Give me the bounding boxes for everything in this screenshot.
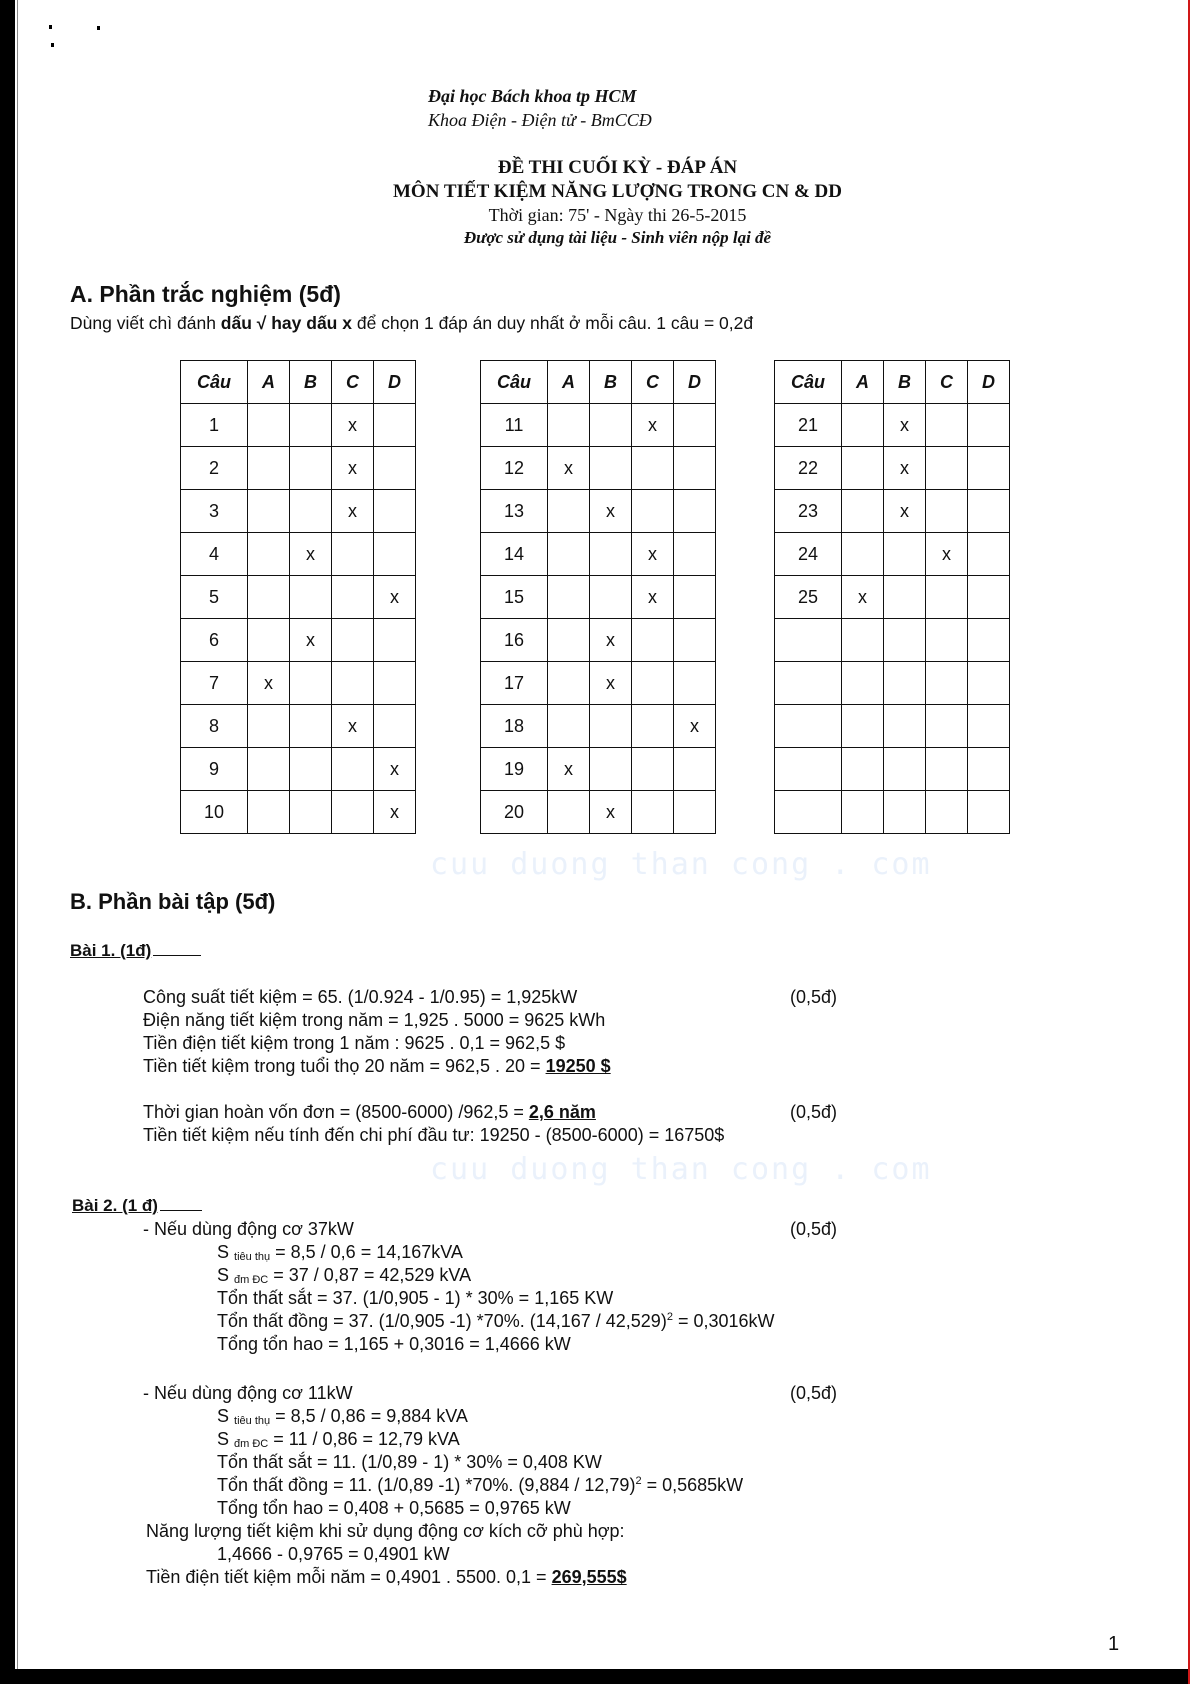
answer-cell-a xyxy=(248,533,290,576)
scan-edge-bottom xyxy=(0,1669,1190,1684)
answer-cell-b xyxy=(590,447,632,490)
bai1-line-5-text: Thời gian hoàn vốn đơn = (8500-6000) /962,5 = xyxy=(143,1102,529,1122)
answer-mark: x xyxy=(290,619,332,662)
answer-cell-d xyxy=(674,619,716,662)
answer-cell-a xyxy=(548,490,590,533)
bai2-case1-s-rated xyxy=(217,1265,471,1286)
bai2-money-result: 269,555$ xyxy=(551,1567,627,1587)
answer-cell-b xyxy=(590,533,632,576)
bai2-case2-total-loss: Tổng tổn hao = 0,408 + 0,5685 = 0,9765 kW xyxy=(217,1498,571,1518)
answer-cell-c xyxy=(332,748,374,791)
answer-mark: x xyxy=(374,748,416,791)
answer-row xyxy=(181,791,416,834)
answer-cell-a xyxy=(548,662,590,705)
answer-cell-b xyxy=(884,533,926,576)
answer-row xyxy=(181,748,416,791)
answer-mark: x xyxy=(332,705,374,748)
bai1-points-2: (0,5đ) xyxy=(790,1102,838,1122)
instruction-bold: dấu √ hay dấu x xyxy=(220,313,352,333)
answer-mark: x xyxy=(332,490,374,533)
bai1-line-4 xyxy=(143,1056,611,1077)
question-number: 4 xyxy=(181,533,248,576)
answer-cell-a xyxy=(548,791,590,834)
exponent: 2 xyxy=(635,1475,642,1487)
answer-table-header xyxy=(481,361,716,404)
answer-cell-c xyxy=(926,662,968,705)
answer-cell-d xyxy=(674,791,716,834)
answer-cell-c xyxy=(332,533,374,576)
bai2-case2-points: (0,5đ) xyxy=(790,1383,838,1403)
answer-row xyxy=(775,490,1010,533)
answer-cell-d xyxy=(374,705,416,748)
answer-row xyxy=(775,619,1010,662)
answer-cell-a xyxy=(842,447,884,490)
answer-cell-d xyxy=(674,447,716,490)
answer-cell-b xyxy=(290,404,332,447)
answer-cell-c xyxy=(926,576,968,619)
answer-row xyxy=(481,619,716,662)
answer-cell-c xyxy=(632,705,674,748)
column-header-option: C xyxy=(926,361,968,404)
answer-cell-c xyxy=(332,619,374,662)
scan-edge-line xyxy=(17,0,18,1684)
question-number: 14 xyxy=(481,533,548,576)
bai2-case2-iron-loss: Tổn thất sắt = 11. (1/0,89 - 1) * 30% = 0,408 KW xyxy=(217,1452,602,1472)
answer-cell-a xyxy=(548,619,590,662)
answer-cell-b xyxy=(290,748,332,791)
answer-cell-c xyxy=(926,791,968,834)
scan-speck xyxy=(97,26,100,30)
answer-row xyxy=(481,705,716,748)
answer-cell-d xyxy=(968,748,1010,791)
answer-cell-c xyxy=(926,619,968,662)
bai2-saving-calc: 1,4666 - 0,9765 = 0,4901 kW xyxy=(217,1544,450,1564)
bai1-title-text: Bài 1. (1đ) xyxy=(70,941,152,960)
answer-mark: x xyxy=(590,662,632,705)
answer-cell-a xyxy=(842,533,884,576)
answer-row xyxy=(181,662,416,705)
column-header-question: Câu xyxy=(775,361,842,404)
answer-cell-c xyxy=(926,447,968,490)
column-header-option: C xyxy=(632,361,674,404)
answer-row xyxy=(481,791,716,834)
answer-cell-a xyxy=(842,662,884,705)
answer-cell-d xyxy=(968,576,1010,619)
answer-row xyxy=(481,576,716,619)
answer-cell-d xyxy=(968,447,1010,490)
answer-mark: x xyxy=(632,404,674,447)
answer-cell-a xyxy=(548,576,590,619)
watermark: cuu duong than cong . com xyxy=(430,847,932,882)
subscript: đm ĐC xyxy=(234,1274,269,1286)
answer-cell-a xyxy=(842,404,884,447)
question-number: 23 xyxy=(775,490,842,533)
answer-cell-d xyxy=(968,404,1010,447)
answer-cell-c xyxy=(632,447,674,490)
bai2-saving-label: Năng lượng tiết kiệm khi sử dụng động cơ kích cỡ phù hợp: xyxy=(146,1521,625,1541)
answer-cell-b xyxy=(590,748,632,791)
answer-mark: x xyxy=(590,490,632,533)
answer-cell-d xyxy=(374,533,416,576)
question-number: 7 xyxy=(181,662,248,705)
formula-text: = 0,5685kW xyxy=(641,1475,744,1495)
answer-row xyxy=(775,791,1010,834)
answer-cell-a xyxy=(548,404,590,447)
section-a-heading: A. Phần trắc nghiệm (5đ) xyxy=(70,281,341,307)
column-header-option: A xyxy=(548,361,590,404)
answer-cell-a xyxy=(248,447,290,490)
section-b-heading: B. Phần bài tập (5đ) xyxy=(70,889,276,914)
answer-cell-a xyxy=(248,705,290,748)
answer-cell-c xyxy=(632,490,674,533)
question-number: 17 xyxy=(481,662,548,705)
answer-cell-b xyxy=(884,576,926,619)
bai2-case2-label: - Nếu dùng động cơ 11kW xyxy=(143,1383,353,1403)
answer-cell-d xyxy=(674,662,716,705)
answer-cell-a xyxy=(248,619,290,662)
answer-cell-d xyxy=(968,791,1010,834)
answer-cell-a xyxy=(248,748,290,791)
answer-cell-b xyxy=(290,705,332,748)
question-number: 12 xyxy=(481,447,548,490)
column-header-question: Câu xyxy=(481,361,548,404)
column-header-option: B xyxy=(590,361,632,404)
answer-mark: x xyxy=(632,533,674,576)
bai2-case2-s-rated xyxy=(217,1429,460,1450)
column-header-option: D xyxy=(674,361,716,404)
answer-cell-d xyxy=(968,662,1010,705)
formula-text: Tổn thất đồng = 37. (1/0,905 -1) *70%. (14,167 / 42,529) xyxy=(217,1311,667,1331)
answer-row xyxy=(775,404,1010,447)
answer-mark: x xyxy=(590,791,632,834)
answer-row xyxy=(181,705,416,748)
bai1-line-4-text: Tiền tiết kiệm trong tuổi thọ 20 năm = 962,5 . 20 = xyxy=(143,1056,546,1076)
answer-cell-c xyxy=(632,791,674,834)
watermark: cuu duong than cong . com xyxy=(430,1152,932,1187)
subscript: tiêu thụ xyxy=(234,1415,271,1427)
answer-row xyxy=(481,490,716,533)
bai1-line-2: Điện năng tiết kiệm trong năm = 1,925 . 5000 = 9625 kWh xyxy=(143,1010,606,1030)
question-number: 25 xyxy=(775,576,842,619)
question-number xyxy=(775,791,842,834)
answer-mark: x xyxy=(926,533,968,576)
answer-cell-c xyxy=(926,490,968,533)
question-number: 8 xyxy=(181,705,248,748)
answer-row xyxy=(775,705,1010,748)
answer-cell-a xyxy=(248,791,290,834)
s-symbol: S xyxy=(217,1429,230,1449)
answer-row xyxy=(775,576,1010,619)
bai2-title-text: Bài 2. (1 đ) xyxy=(72,1196,158,1215)
answer-table-1 xyxy=(180,360,416,834)
question-number: 13 xyxy=(481,490,548,533)
answer-cell-b xyxy=(590,404,632,447)
answer-cell-d xyxy=(674,576,716,619)
formula-text: = 8,5 / 0,6 = 14,167kVA xyxy=(270,1242,463,1262)
question-number: 19 xyxy=(481,748,548,791)
answer-cell-a xyxy=(248,490,290,533)
question-number: 16 xyxy=(481,619,548,662)
bai2-title xyxy=(72,1196,202,1216)
answer-cell-c xyxy=(332,791,374,834)
answer-mark: x xyxy=(884,404,926,447)
s-symbol: S xyxy=(217,1242,230,1262)
question-number xyxy=(775,662,842,705)
answer-cell-d xyxy=(374,447,416,490)
answer-cell-c xyxy=(926,705,968,748)
answer-cell-d xyxy=(674,490,716,533)
answer-cell-d xyxy=(968,705,1010,748)
answer-mark: x xyxy=(884,447,926,490)
question-number xyxy=(775,705,842,748)
bai1-line-1: Công suất tiết kiệm = 65. (1/0.924 - 1/0.95) = 1,925kW xyxy=(143,987,578,1007)
answer-cell-c xyxy=(926,748,968,791)
bai1-line-3: Tiền điện tiết kiệm trong 1 năm : 9625 . 0,1 = 962,5 $ xyxy=(143,1033,566,1053)
answer-cell-c xyxy=(632,662,674,705)
column-header-option: B xyxy=(290,361,332,404)
answer-cell-d xyxy=(674,748,716,791)
answer-cell-a xyxy=(842,791,884,834)
answer-cell-b xyxy=(884,662,926,705)
s-symbol: S xyxy=(217,1265,230,1285)
answer-cell-a xyxy=(548,705,590,748)
instruction-text: để chọn 1 đáp án duy nhất ở mỗi câu. 1 câu = 0,2đ xyxy=(351,313,754,333)
question-number: 11 xyxy=(481,404,548,447)
answer-cell-d xyxy=(374,404,416,447)
answer-cell-a xyxy=(842,705,884,748)
question-number xyxy=(775,619,842,662)
answer-cell-c xyxy=(926,404,968,447)
instruction-text: Dùng viết chì đánh xyxy=(70,313,221,333)
question-number: 22 xyxy=(775,447,842,490)
scan-speck xyxy=(51,43,54,47)
answer-cell-d xyxy=(374,490,416,533)
title-underline xyxy=(153,955,201,956)
bai2-case2-s-consumed xyxy=(217,1406,468,1427)
answer-cell-b xyxy=(290,662,332,705)
answer-table-header xyxy=(775,361,1010,404)
answer-cell-a xyxy=(548,533,590,576)
answer-row xyxy=(181,404,416,447)
answer-row xyxy=(775,447,1010,490)
answer-cell-c xyxy=(632,619,674,662)
formula-text: Tiền điện tiết kiệm mỗi năm = 0,4901 . 5500. 0,1 = xyxy=(146,1567,552,1587)
formula-text: = 11 / 0,86 = 12,79 kVA xyxy=(268,1429,460,1449)
answer-cell-d xyxy=(968,490,1010,533)
bai1-lifetime-saving-result: 19250 $ xyxy=(545,1056,611,1076)
question-number: 24 xyxy=(775,533,842,576)
answer-cell-b xyxy=(290,791,332,834)
question-number: 10 xyxy=(181,791,248,834)
answer-row xyxy=(775,533,1010,576)
answer-mark: x xyxy=(374,576,416,619)
scan-speck xyxy=(49,25,52,29)
answer-row xyxy=(481,404,716,447)
answer-row xyxy=(481,447,716,490)
title-underline xyxy=(160,1210,202,1211)
answer-cell-a xyxy=(842,619,884,662)
answer-cell-d xyxy=(674,404,716,447)
question-number: 3 xyxy=(181,490,248,533)
exam-note: Được sử dụng tài liệu - Sinh viên nộp lại đề xyxy=(463,228,772,247)
question-number: 15 xyxy=(481,576,548,619)
answer-cell-b xyxy=(590,576,632,619)
answer-cell-a xyxy=(842,748,884,791)
answer-mark: x xyxy=(332,447,374,490)
answer-mark: x xyxy=(248,662,290,705)
bai2-case1-total-loss: Tổng tổn hao = 1,165 + 0,3016 = 1,4666 kW xyxy=(217,1334,571,1354)
answer-row xyxy=(481,748,716,791)
page-number: 1 xyxy=(1108,1633,1120,1655)
answer-cell-b xyxy=(590,705,632,748)
answer-table-header xyxy=(181,361,416,404)
answer-mark: x xyxy=(884,490,926,533)
faculty-name: Khoa Điện - Điện tử - BmCCĐ xyxy=(428,110,652,130)
answer-cell-d xyxy=(374,619,416,662)
answer-mark: x xyxy=(290,533,332,576)
university-name: Đại học Bách khoa tp HCM xyxy=(428,86,637,106)
s-symbol: S xyxy=(217,1406,230,1426)
column-header-option: A xyxy=(248,361,290,404)
bai1-title xyxy=(70,941,201,961)
answer-cell-a xyxy=(248,404,290,447)
column-header-question: Câu xyxy=(181,361,248,404)
answer-mark: x xyxy=(332,404,374,447)
question-number: 21 xyxy=(775,404,842,447)
bai2-case2-copper-loss xyxy=(217,1475,743,1496)
answer-table-3 xyxy=(774,360,1010,834)
answer-row xyxy=(775,662,1010,705)
answer-cell-b xyxy=(884,748,926,791)
bai1-line-6: Tiền tiết kiệm nếu tính đến chi phí đầu tư: 19250 - (8500-6000) = 16750$ xyxy=(143,1125,725,1145)
bai2-case1-iron-loss: Tổn thất sắt = 37. (1/0,905 - 1) * 30% = 1,165 KW xyxy=(217,1288,614,1308)
column-header-option: C xyxy=(332,361,374,404)
subscript: đm ĐC xyxy=(234,1438,269,1450)
question-number: 6 xyxy=(181,619,248,662)
answer-mark: x xyxy=(548,447,590,490)
answer-row xyxy=(481,533,716,576)
answer-mark: x xyxy=(842,576,884,619)
answer-cell-b xyxy=(884,791,926,834)
answer-row xyxy=(181,619,416,662)
column-header-option: D xyxy=(374,361,416,404)
answer-cell-d xyxy=(968,533,1010,576)
answer-cell-b xyxy=(884,705,926,748)
answer-table-2 xyxy=(480,360,716,834)
answer-cell-a xyxy=(842,490,884,533)
formula-text: = 37 / 0,87 = 42,529 kVA xyxy=(268,1265,472,1285)
bai2-case1-copper-loss xyxy=(217,1311,775,1332)
answer-cell-d xyxy=(374,662,416,705)
answer-cell-c xyxy=(332,576,374,619)
bai1-line-5 xyxy=(143,1102,596,1123)
answer-mark: x xyxy=(374,791,416,834)
question-number xyxy=(775,748,842,791)
exam-title: ĐỀ THI CUỐI KỲ - ĐÁP ÁN xyxy=(497,157,738,178)
question-number: 1 xyxy=(181,404,248,447)
answer-cell-a xyxy=(248,576,290,619)
answer-row xyxy=(181,576,416,619)
question-number: 5 xyxy=(181,576,248,619)
answer-cell-c xyxy=(332,662,374,705)
column-header-option: D xyxy=(968,361,1010,404)
answer-cell-b xyxy=(884,619,926,662)
answer-row xyxy=(775,748,1010,791)
answer-cell-b xyxy=(290,576,332,619)
answer-row xyxy=(181,447,416,490)
formula-text: Tổn thất đồng = 11. (1/0,89 -1) *70%. (9,884 / 12,79) xyxy=(217,1475,636,1495)
bai2-case1-s-consumed xyxy=(217,1242,463,1263)
bai2-money-saving xyxy=(146,1567,627,1588)
answer-cell-d xyxy=(968,619,1010,662)
scan-edge-left xyxy=(0,0,15,1684)
answer-row xyxy=(181,490,416,533)
bai1-payback-result: 2,6 năm xyxy=(528,1102,596,1122)
answer-mark: x xyxy=(590,619,632,662)
answer-row xyxy=(181,533,416,576)
answer-cell-d xyxy=(674,533,716,576)
answer-cell-b xyxy=(290,447,332,490)
exponent: 2 xyxy=(666,1311,673,1323)
formula-text: = 8,5 / 0,86 = 9,884 kVA xyxy=(270,1406,468,1426)
column-header-option: A xyxy=(842,361,884,404)
subscript: tiêu thụ xyxy=(234,1251,271,1263)
question-number: 20 xyxy=(481,791,548,834)
answer-cell-b xyxy=(290,490,332,533)
bai1-points-1: (0,5đ) xyxy=(790,987,838,1007)
bai2-case1-points: (0,5đ) xyxy=(790,1219,838,1239)
question-number: 2 xyxy=(181,447,248,490)
question-number: 9 xyxy=(181,748,248,791)
course-title: MÔN TIẾT KIỆM NĂNG LƯỢNG TRONG CN & DD xyxy=(393,181,842,202)
answer-row xyxy=(481,662,716,705)
answer-mark: x xyxy=(632,576,674,619)
column-header-option: B xyxy=(884,361,926,404)
answer-mark: x xyxy=(548,748,590,791)
bai2-case1-label: - Nếu dùng động cơ 37kW xyxy=(143,1219,354,1239)
answer-cell-c xyxy=(632,748,674,791)
formula-text: = 0,3016kW xyxy=(672,1311,775,1331)
question-number: 18 xyxy=(481,705,548,748)
exam-time-date: Thời gian: 75' - Ngày thi 26-5-2015 xyxy=(488,205,747,225)
answer-mark: x xyxy=(674,705,716,748)
section-a-instruction xyxy=(70,313,753,333)
